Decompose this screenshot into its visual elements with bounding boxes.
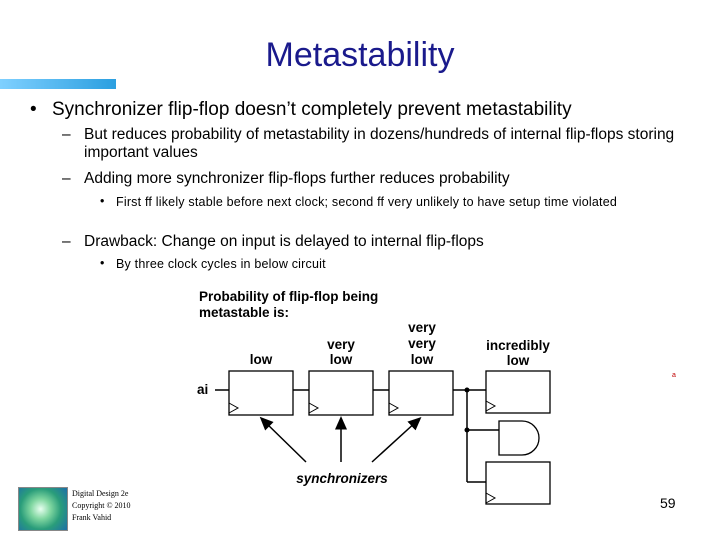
ff3-label-1: very (408, 320, 436, 335)
prob-heading-line1: Probability of flip-flop being (199, 289, 379, 304)
ff4-label-2: low (506, 353, 530, 368)
ff3-label-2: very (408, 336, 436, 351)
book-cover-logo (18, 487, 68, 531)
and-gate (499, 421, 539, 455)
bullet-1-3-1-text: By three clock cycles in below circuit (116, 257, 326, 271)
slide-title: Metastability (265, 36, 455, 74)
credit-line-2: Copyright © 2010 (72, 501, 131, 510)
ff4-label-1: incredibly (486, 338, 550, 353)
prob-heading-line2: metastable is: (199, 305, 290, 320)
flip-flop-3 (389, 371, 453, 415)
footer-credit (72, 488, 131, 524)
bullet-1-text: Synchronizer flip-flop doesn’t completely prevent metastability (52, 99, 572, 120)
bullet-1-2-1-text: First ff likely stable before next clock; second ff very unlikely to have setup time violated (116, 195, 618, 209)
ff1-label-1: low (249, 352, 273, 367)
bullet-1-1-text: But reduces probability of metastability in dozens/hundreds of internal flip-flops storing important values (84, 126, 675, 161)
credit-line-1: Digital Design 2e (72, 489, 129, 498)
synchronizers-caption: synchronizers (296, 471, 388, 486)
corner-mark: a (672, 372, 676, 379)
ff3-label-3: low (410, 352, 434, 367)
arrow-to-ff3 (372, 421, 417, 462)
bullet-1-3-text: Drawback: Change on input is delayed to internal flip-flops (84, 233, 484, 250)
flip-flop-1 (229, 371, 293, 415)
internal-flip-flop-1 (486, 371, 550, 413)
ff2-label-1: very (327, 337, 355, 352)
internal-flip-flop-2 (486, 462, 550, 504)
page-number: 59 (660, 495, 676, 511)
flip-flop-2 (309, 371, 373, 415)
credit-line-3: Frank Vahid (72, 513, 112, 522)
ff2-label-2: low (329, 352, 353, 367)
arrow-to-ff1 (264, 421, 306, 462)
bullet-1-2-text: Adding more synchronizer flip-flops further reduces probability (84, 170, 510, 187)
input-label-ai: ai (197, 382, 209, 397)
